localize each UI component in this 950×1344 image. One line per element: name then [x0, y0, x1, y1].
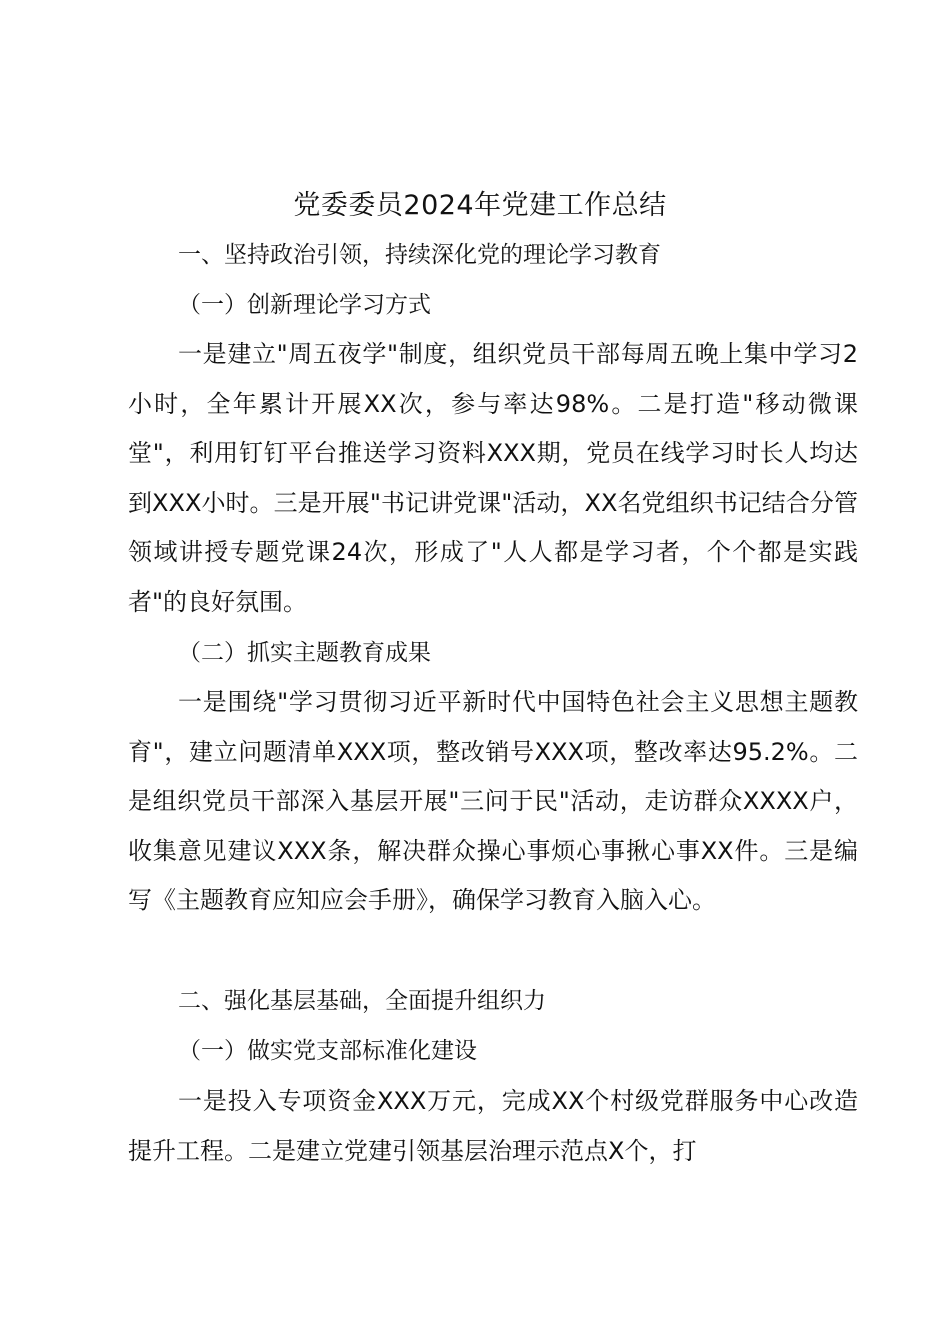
subsection-heading-1-2: （二）抓实主题教育成果 [178, 640, 431, 666]
paragraph-1-1: 一是建立"周五夜学"制度，组织党员干部每周五晚上集中学习2小时，全年累计开展XX次，参与率达98%。二是打造"移动微课堂"，利用钉钉平台推送学习资料XXX期，党员在线学习时长人均达到XXX小时。三是开展"书记讲党课"活动，XX名党组织书记结合分管领域讲授专题党课24次，形成了"人人都是学习者，个个都是实践者"的良好氛围。 [128, 340, 858, 616]
section-heading-2: 二、强化基层基础，全面提升组织力 [178, 988, 546, 1014]
document-title: 党委委员2024年党建工作总结 [293, 190, 667, 221]
paragraph-1-2: 一是围绕"学习贯彻习近平新时代中国特色社会主义思想主题教育"，建立问题清单XXX项，整改销号XXX项，整改率达95.2%。二是组织党员干部深入基层开展"三问于民"活动，走访群众XXXX户，收集意见建议XXX条，解决群众操心事烦心事揪心事XX件。三是编写《主题教育应知应会手册》，确保学习教育入脑入心。 [128, 688, 858, 915]
section-heading-1: 一、坚持政治引领，持续深化党的理论学习教育 [178, 242, 661, 268]
subsection-heading-2-1: （一）做实党支部标准化建设 [178, 1038, 477, 1064]
paragraph-2-1: 一是投入专项资金XXX万元，完成XX个村级党群服务中心改造提升工程。二是建立党建引领基层治理示范点X个，打 [128, 1087, 858, 1165]
subsection-heading-1-1: （一）创新理论学习方式 [178, 292, 431, 318]
